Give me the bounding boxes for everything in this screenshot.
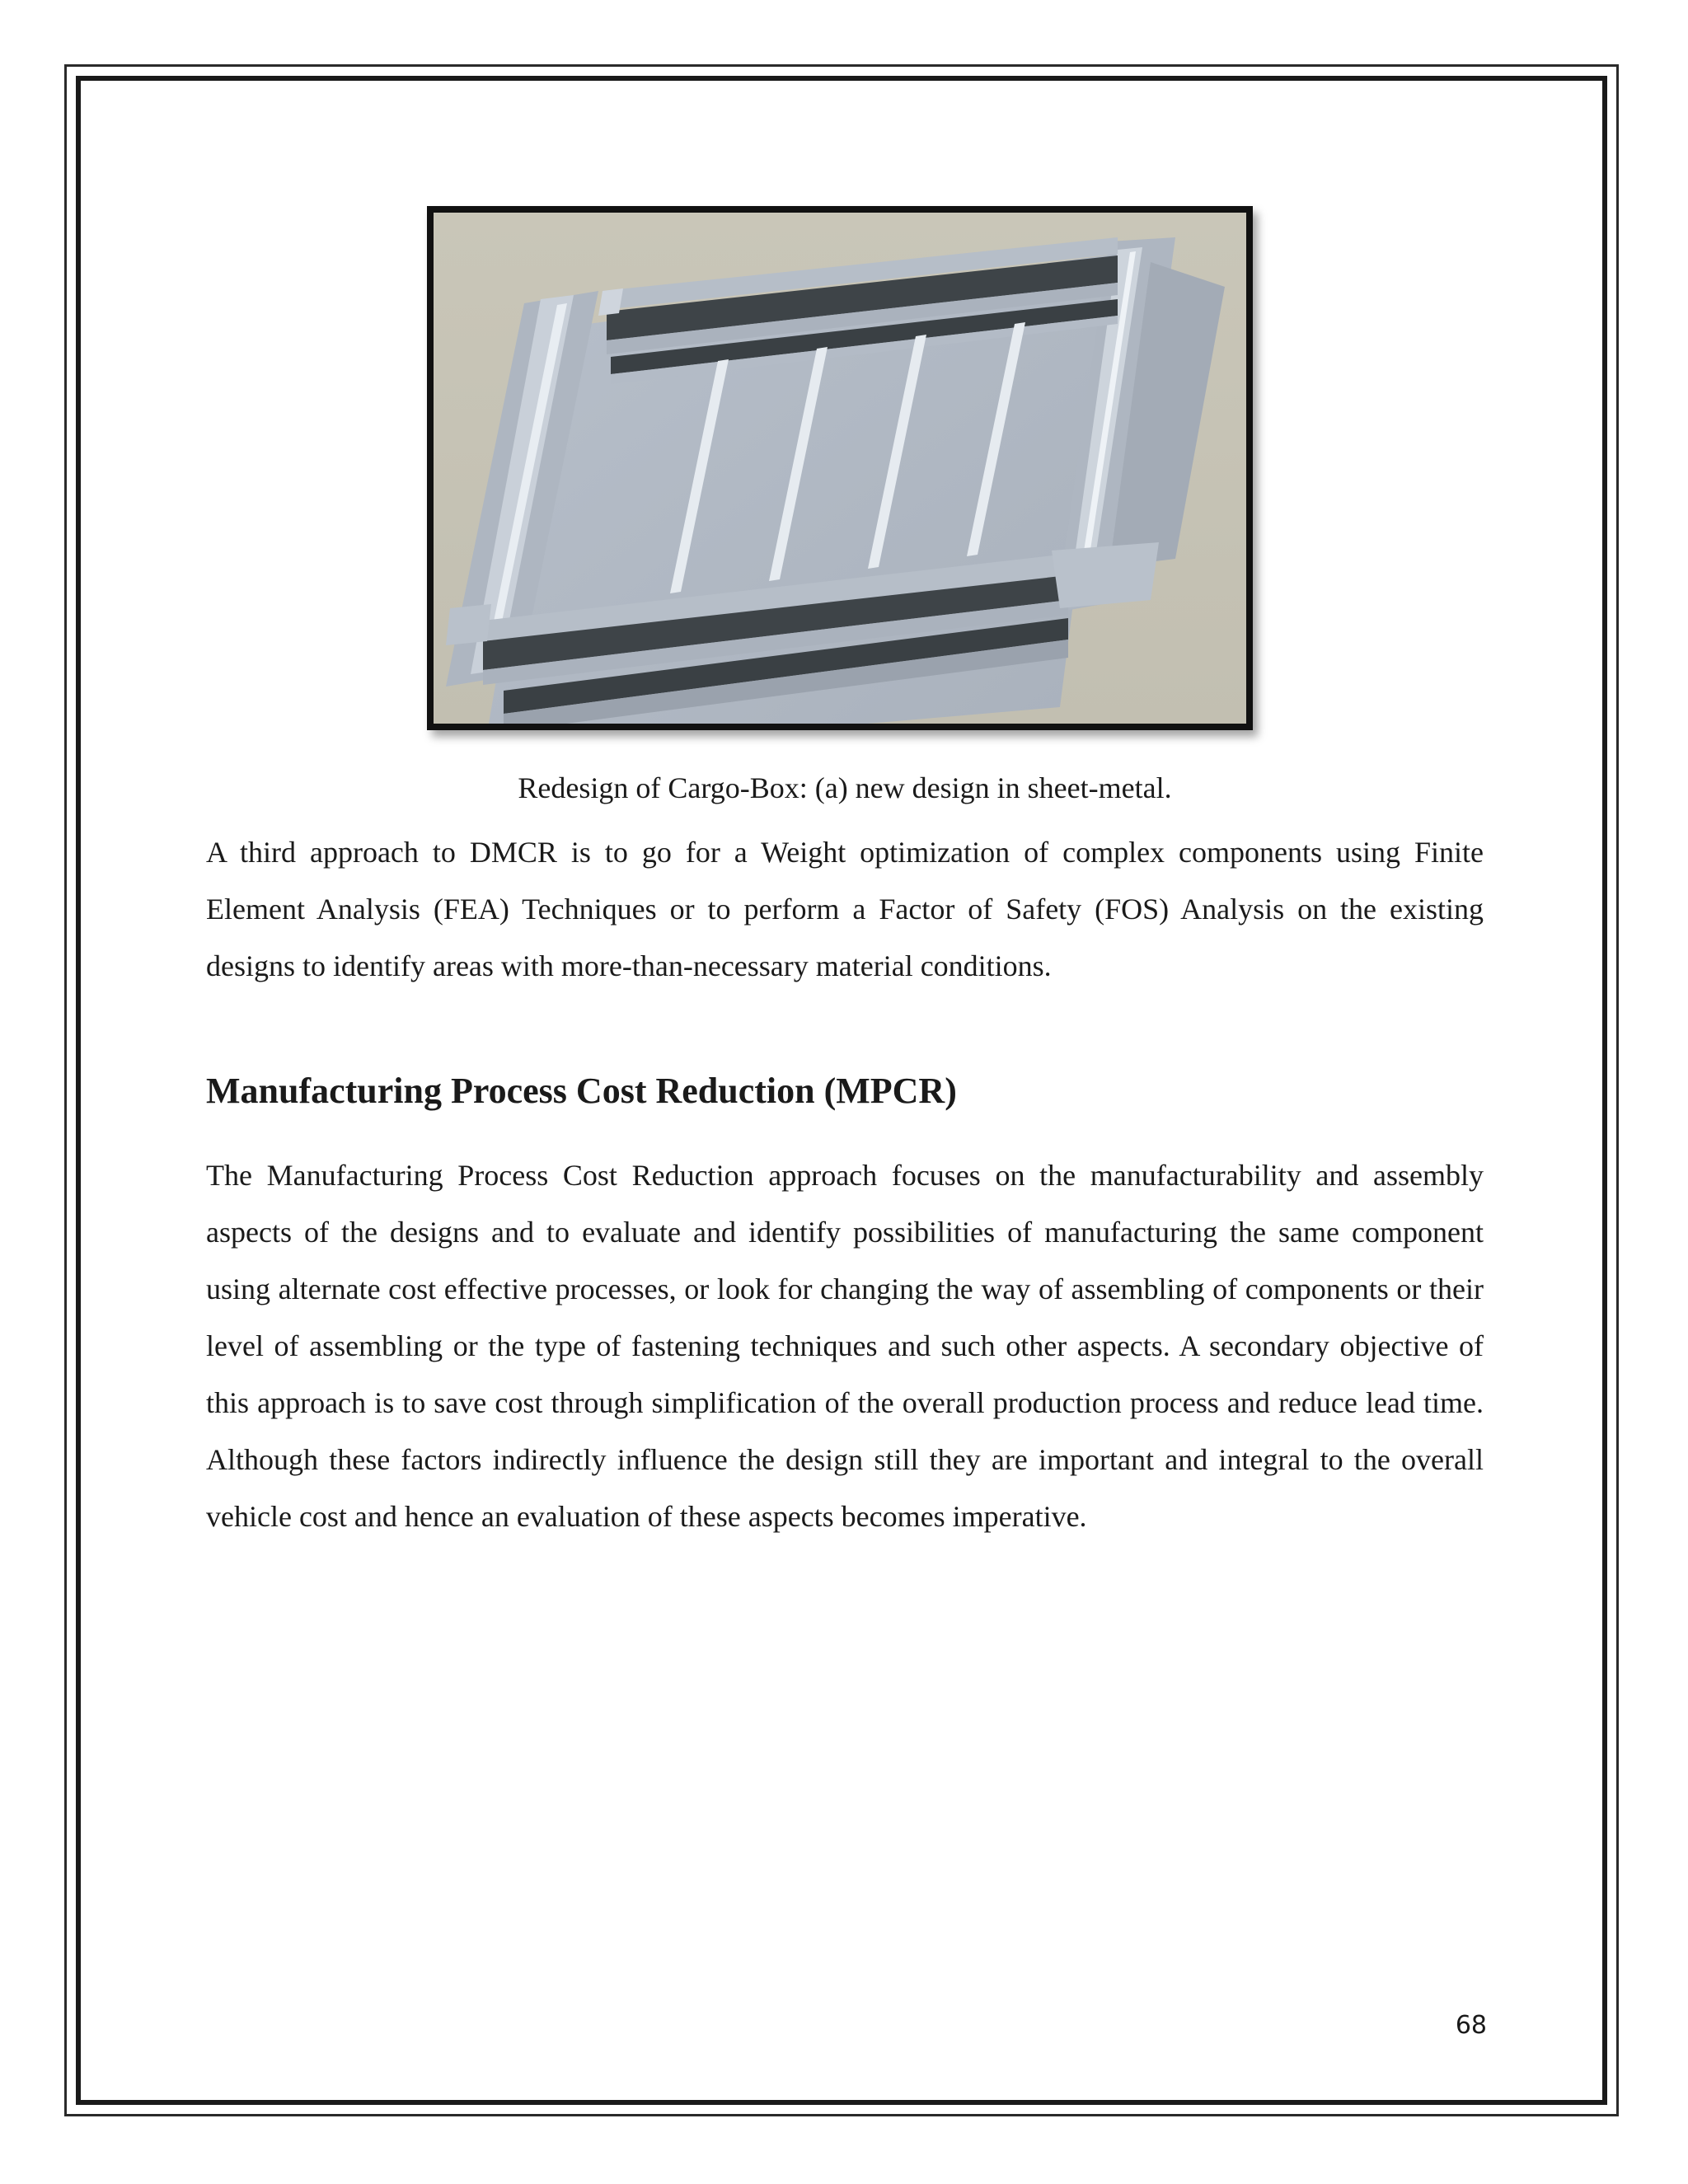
section-heading: Manufacturing Process Cost Reduction (MPCR) (206, 1071, 957, 1111)
section-paragraph: The Manufacturing Process Cost Reduction approach focuses on the manufacturability and assembly aspects of the designs and to evaluate and identify possibilities of manufacturing the same component using alternate cost effective processes, or look for changing the way of assembling of components or their level of assembling or the type of fastening techniques and such other aspects. A secondary objective of this approach is to save cost through simplification of the overall production process and reduce lead time. Although these factors indirectly influence the design still they are important and integral to the overall vehicle cost and hence an evaluation of these aspects becomes imperative. (206, 1159, 1484, 1533)
cargo-box-illustration (434, 213, 1246, 724)
figure-caption: Redesign of Cargo-Box: (a) new design in sheet-metal. (518, 771, 1172, 804)
body-paragraph: A third approach to DMCR is to go for a Weight optimization of complex components using Finite Element Analysis (FEA) Techniques or to perform a Factor of Safety (FOS) Analysis on the existing designs to identify areas with more-than-necessary material conditions. (206, 836, 1484, 982)
cargo-box-figure (427, 206, 1253, 730)
page-number: 68 (1455, 2011, 1487, 2040)
